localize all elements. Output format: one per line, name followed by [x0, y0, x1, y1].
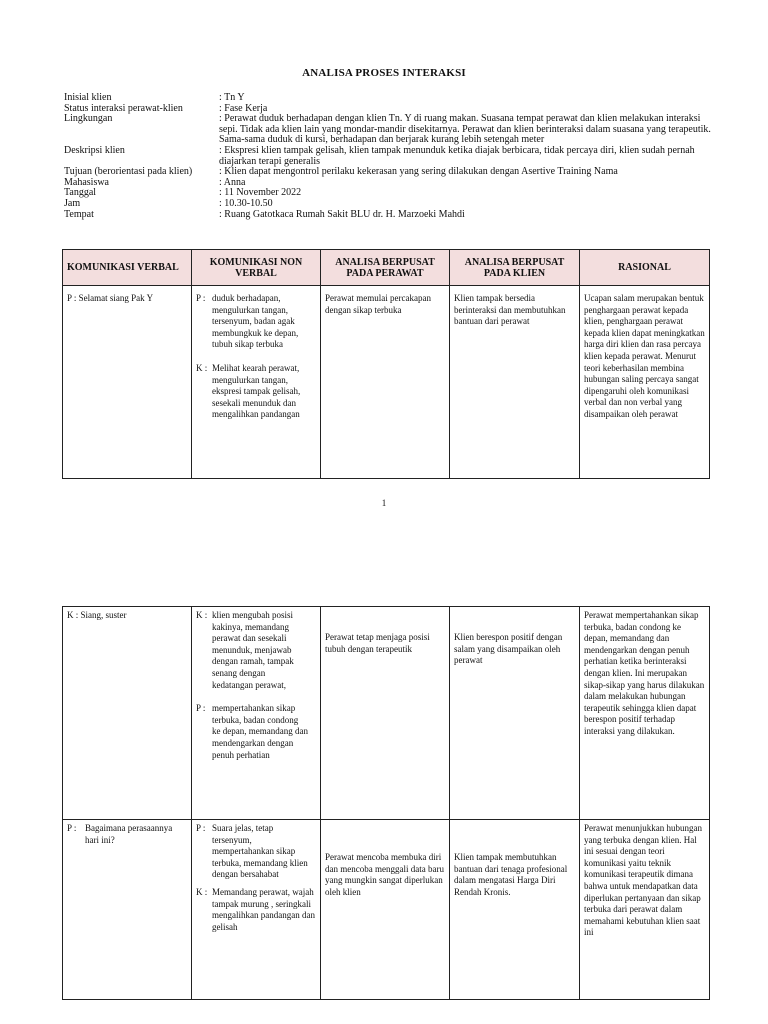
- analisa-klien-cell: [450, 607, 580, 820]
- table-row: [63, 286, 710, 479]
- header-rasional: RASIONAL: [580, 250, 710, 286]
- nonverbal-cell: [192, 820, 321, 1000]
- analisa-perawat-cell: [321, 820, 450, 1000]
- info-value: : 10.30-10.50: [219, 197, 273, 209]
- rasional-text: Ucapan salam merupakan bentuk penghargaan perawat kepada klien, penghargaan perawat kepada klien dapat meningkatkan harga diri klien dan rasa percaya klien kepada perawat. Menurut teori keberhasilan membina hubungan saling percaya sangat dipengaruhi oleh komunikasi verbal dan non verbal yang disampaikan oleh perawat: [584, 293, 705, 419]
- nonverbal-klien: [196, 363, 316, 421]
- info-value: : 11 November 2022: [219, 187, 302, 199]
- verbal-block: [67, 823, 187, 846]
- rasional-cell: [580, 286, 710, 479]
- verbal-cell: [63, 607, 192, 820]
- speaker-label: K :: [196, 362, 208, 373]
- info-value: : Klien dapat mengontrol perilaku kekerasan yang sering dilakukan dengan Asertive Training Nama: [219, 166, 618, 178]
- analisa-perawat-cell: [321, 286, 450, 479]
- table-row: [63, 820, 710, 1000]
- rasional-text: Perawat mempertahankan sikap terbuka, badan condong ke depan, memandang dan mendengarkan dengan penuh perhatian ketika berinteraksi dengan klien. Ini merupakan sikap-sikap yang harus dilakukan dalam melakukan hubungan terapeutik sehingga klien dapat berespon positif terhadap interaksi yang dilakukan.: [584, 610, 705, 736]
- verbal-text: K : Siang, suster: [67, 610, 127, 620]
- info-label: Lingkungan: [64, 113, 113, 125]
- verbal-cell: [63, 820, 192, 1000]
- info-label: Mahasiswa: [64, 176, 109, 188]
- analisa-perawat-text: Perawat memulai percakapan dengan sikap terbuka: [325, 293, 431, 315]
- header-analisa-klien: ANALISA BERPUSAT PADA KLIEN: [450, 250, 580, 286]
- nonverbal-cell: [192, 607, 321, 820]
- info-row: [64, 210, 714, 221]
- analisa-klien-text: Klien tampak membutuhkan bantuan dari tenaga profesional dalam mengatasi Harga Diri Rendah Kronis.: [454, 852, 568, 897]
- document-title: ANALISA PROSES INTERAKSI: [302, 67, 466, 79]
- page-number: 1: [381, 498, 387, 508]
- verbal-cell: [63, 286, 192, 479]
- info-row: [64, 188, 714, 199]
- nonverbal-text: Melihat kearah perawat, mengulurkan tangan, ekspresi tampak gelisah, sesekali menunduk dan mengalihkan pandangan: [212, 362, 301, 420]
- analisa-perawat-text: Perawat mencoba membuka diri dan mencoba menggali data baru yang mungkin sangat diperlukan oleh klien: [325, 852, 444, 897]
- info-value: : Ekspresi klien tampak gelisah, klien tampak menunduk ketika diajak berbicara, tidak percaya diri, klien sudah pernah diajarkan terapi generalis: [219, 144, 695, 167]
- nonverbal-klien: [196, 610, 316, 691]
- info-value: : Perawat duduk berhadapan dengan klien Tn. Y di ruang makan. Suasana tempat perawat dan klien melakukan interaksi sepi. Tidak ada klien lain yang mondar-mandir disekitarnya. Perawat dan klien berinteraksi dalam suasana yang terapeutik. Sama-sama duduk di kursi, berhadapan dan berjarak kurang lebih setengah meter: [219, 113, 711, 146]
- analisa-klien-text: Klien tampak bersedia berinteraksi dan membutuhkan bantuan dari perawat: [454, 293, 566, 327]
- info-label: Deskripsi klien: [64, 144, 125, 156]
- analisa-klien-cell: [450, 286, 580, 479]
- rasional-cell: [580, 607, 710, 820]
- info-label: Tanggal: [64, 187, 97, 199]
- nonverbal-text: Memandang perawat, wajah tampak murung , seringkali mengalihkan pandangan dan gelisah: [212, 886, 315, 932]
- info-value: : Ruang Gatotkaca Rumah Sakit BLU dr. H. Marzoeki Mahdi: [219, 208, 465, 220]
- header-komunikasi-non-verbal: KOMUNIKASI NON VERBAL: [192, 250, 321, 286]
- interaction-table-page1: [62, 249, 710, 479]
- interaction-table-page2: [62, 606, 710, 1000]
- info-label: Tujuan (berorientasi pada klien): [64, 166, 193, 178]
- table-row: [63, 607, 710, 820]
- info-label: Jam: [64, 197, 81, 209]
- nonverbal-perawat: [196, 293, 316, 351]
- nonverbal-text: mempertahankan sikap terbuka, badan condong ke depan, memandang dan mendengarkan dengan penuh perhatian: [212, 703, 308, 760]
- info-value: : Fase Kerja: [219, 102, 268, 114]
- verbal-text: Bagaimana perasaannya hari ini?: [85, 823, 173, 845]
- info-section: [64, 93, 714, 220]
- info-row: [64, 199, 714, 210]
- nonverbal-cell: [192, 286, 321, 479]
- nonverbal-perawat: [196, 703, 316, 761]
- analisa-klien-text: Klien berespon positif dengan salam yang disampaikan oleh perawat: [454, 632, 563, 666]
- nonverbal-text: duduk berhadapan, mengulurkan tangan, tersenyum, badan agak membungkuk ke depan, tubuh sikap terbuka: [212, 293, 299, 350]
- info-row: [64, 93, 714, 104]
- nonverbal-perawat: [196, 823, 316, 881]
- speaker-label: P :: [67, 823, 77, 833]
- speaker-label: P :: [196, 703, 206, 714]
- header-komunikasi-verbal: KOMUNIKASI VERBAL: [63, 250, 192, 286]
- speaker-label: K :: [196, 886, 208, 897]
- info-label: Inisial klien: [64, 92, 112, 103]
- info-value: : Anna: [219, 176, 246, 188]
- analisa-perawat-cell: [321, 607, 450, 820]
- speaker-label: K :: [196, 610, 208, 620]
- verbal-text: P : Selamat siang Pak Y: [67, 293, 154, 303]
- analisa-klien-cell: [450, 820, 580, 1000]
- table-header-row: [63, 250, 710, 286]
- nonverbal-klien: [196, 887, 316, 933]
- rasional-cell: [580, 820, 710, 1000]
- info-value: : Tn Y: [219, 92, 245, 103]
- nonverbal-text: Suara jelas, tetap tersenyum, mempertahankan sikap terbuka, memandang klien dengan bersahabat: [212, 823, 308, 880]
- info-label: Status interaksi perawat-klien: [64, 102, 183, 114]
- info-row: [64, 167, 714, 178]
- header-analisa-perawat: ANALISA BERPUSAT PADA PERAWAT: [321, 250, 450, 286]
- rasional-text: Perawat menunjukkan hubungan yang terbuka dengan klien. Hal ini sesuai dengan teori komunikasi yaitu teknik komunikasi terapeutik dimana bahwa untuk mendapatkan data diperlukan pertanyaan dan sikap terbuka dari perawat dalam memahami kebutuhan klien saat ini: [584, 823, 702, 938]
- analisa-perawat-text: Perawat tetap menjaga posisi tubuh dengan terapeutik: [325, 632, 430, 654]
- speaker-label: P :: [196, 823, 206, 833]
- info-label: Tempat: [64, 208, 94, 220]
- info-row: [64, 114, 714, 146]
- info-row: [64, 146, 714, 167]
- speaker-label: P :: [196, 293, 206, 303]
- info-row: [64, 178, 714, 189]
- nonverbal-text: klien mengubah posisi kakinya, memandang perawat dan sesekali menunduk, menjawab dengan ramah, tampak senang dengan kedatangan perawat,: [212, 610, 294, 690]
